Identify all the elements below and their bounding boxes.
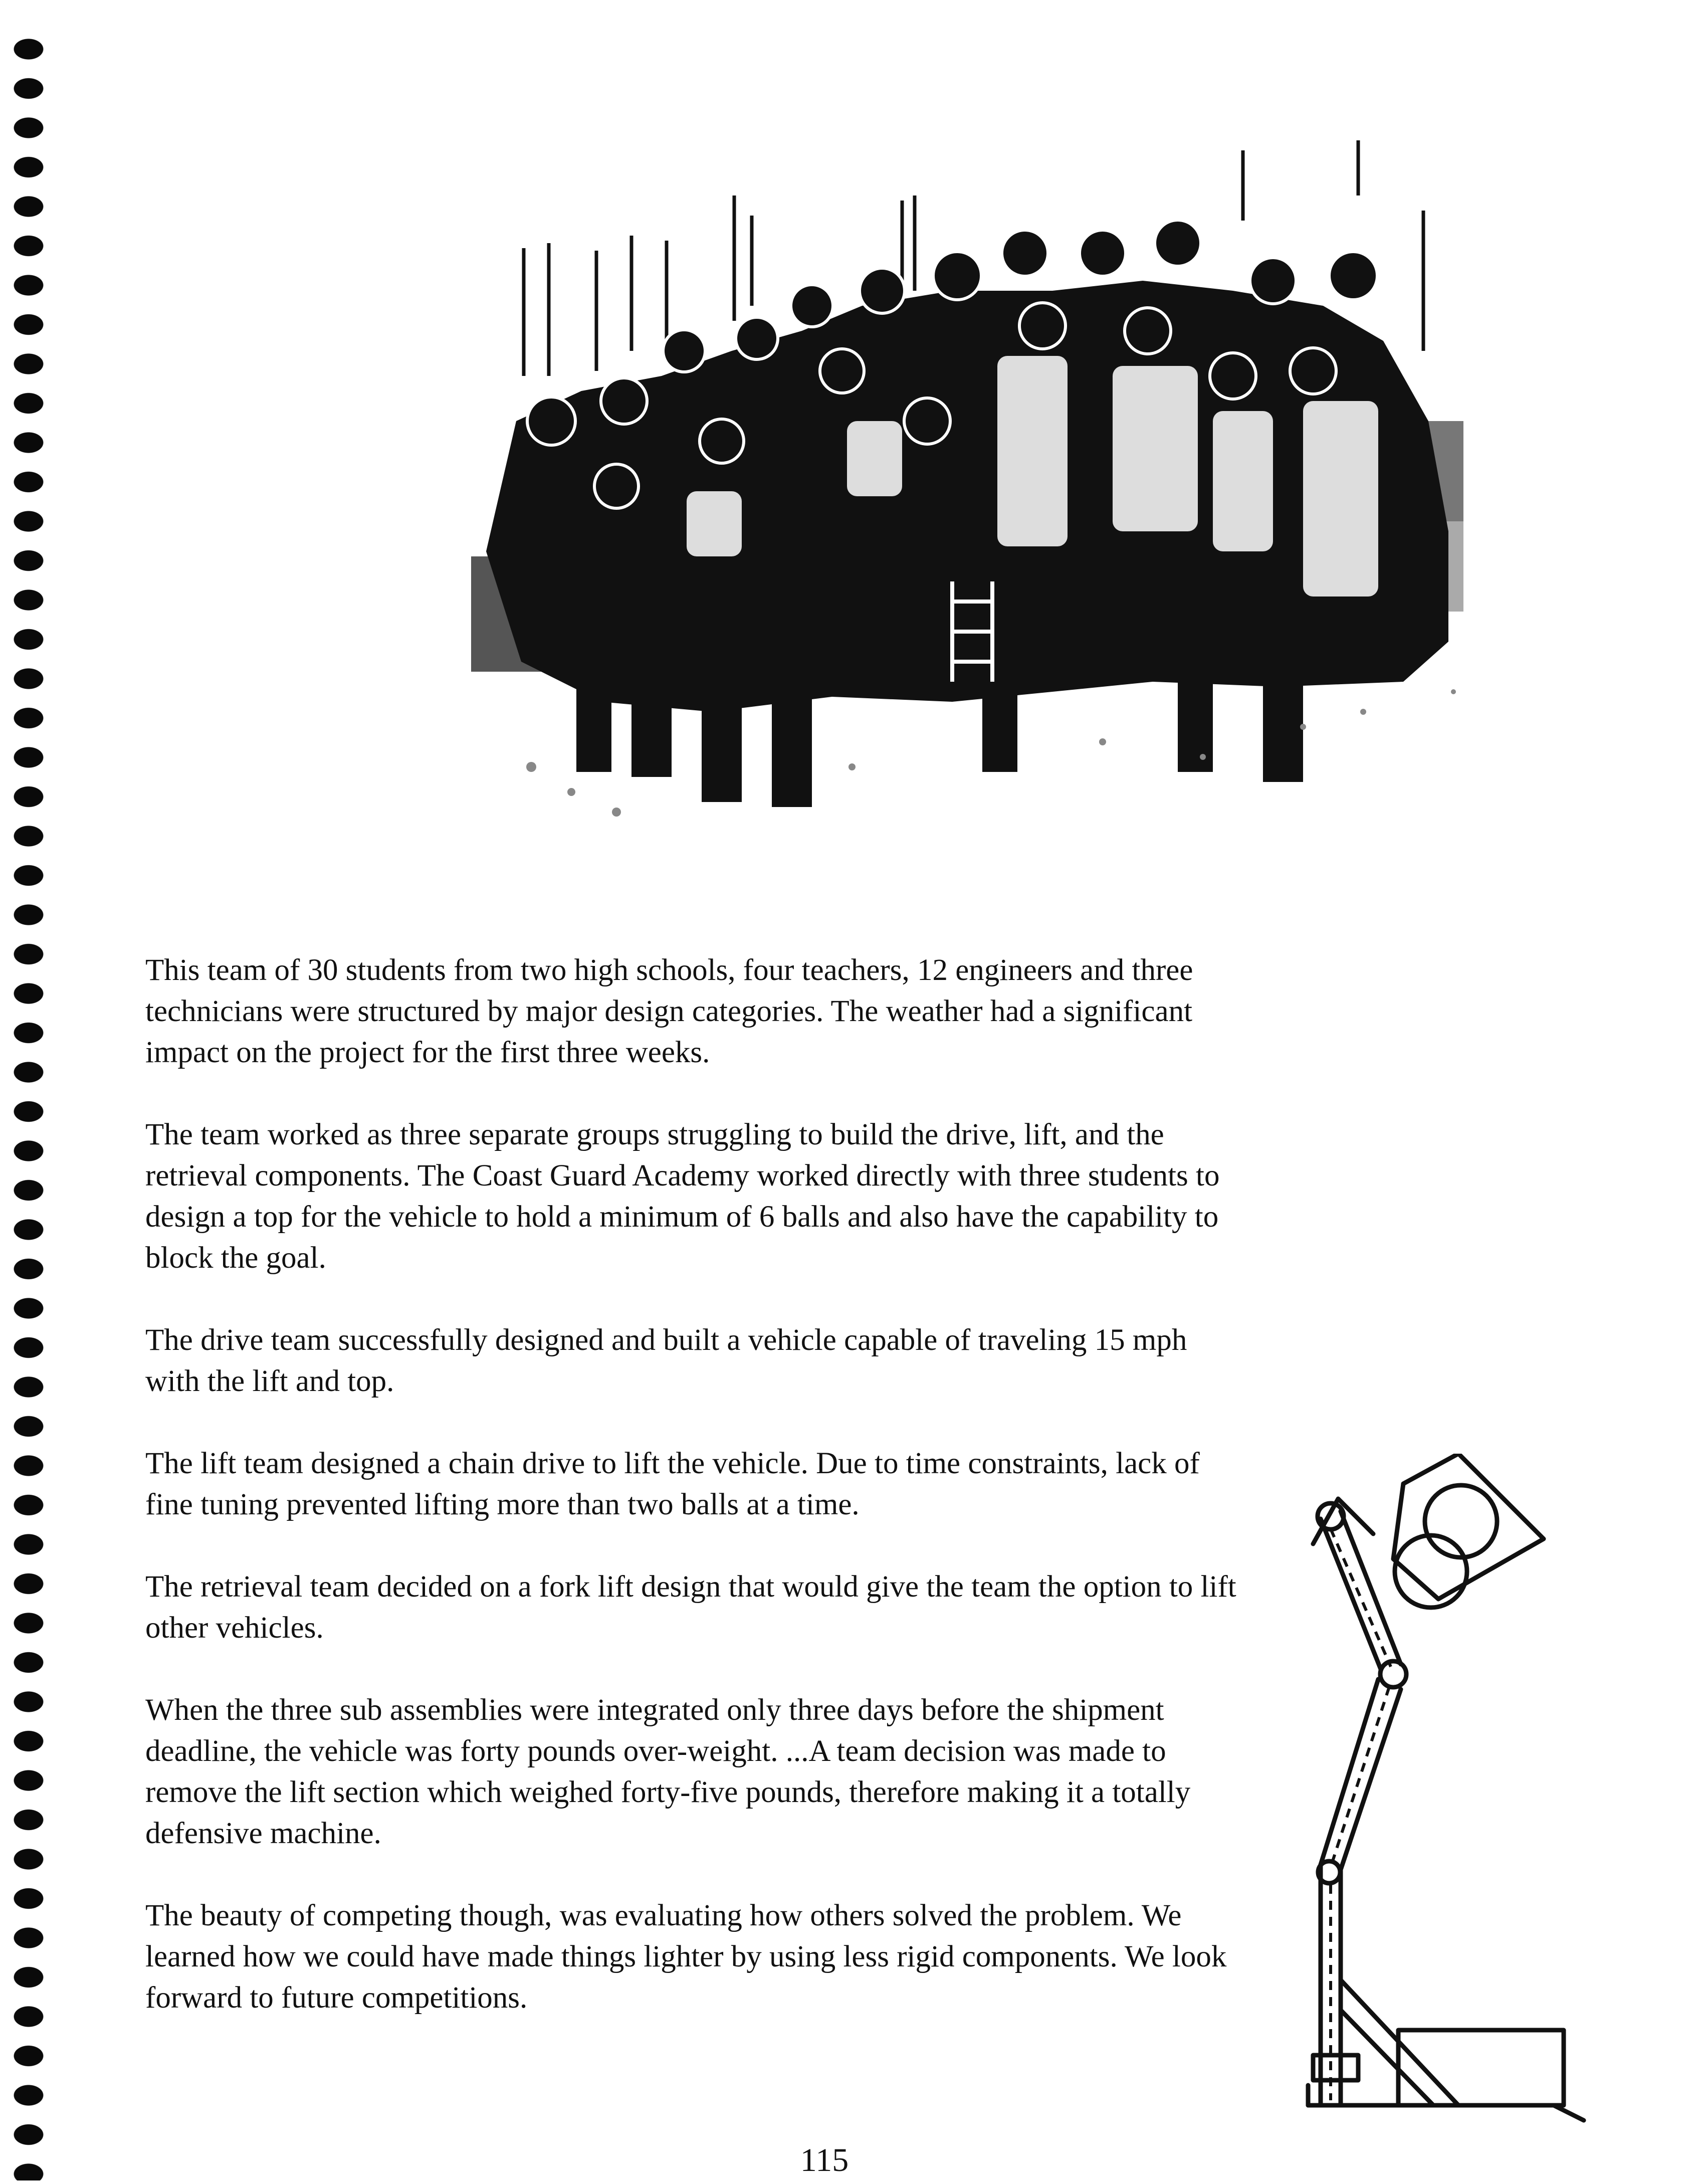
body-text xyxy=(145,950,1243,2060)
robot-arm-drawing xyxy=(1293,1454,1609,2125)
paragraph-integration: When the three sub assemblies were integrated only three days before the shipment deadline, the vehicle was forty pounds over-weight. ...A team decision was made to remove the lift section which weighed forty-five pounds, therefore making it a totally defensive machine. xyxy=(145,1693,1191,1850)
spiral-binding xyxy=(11,30,46,2180)
paragraph-conclusion: The beauty of competing though, was evaluating how others solved the problem. We learned how we could have made things lighter by using less rigid components. We look forward to future competitions. xyxy=(145,1899,1227,2015)
paragraph-lift-team: The lift team designed a chain drive to lift the vehicle. Due to time constraints, lack of fine tuning prevented lifting more than two balls at a time. xyxy=(145,1447,1200,1521)
page-number: 115 xyxy=(800,2142,849,2178)
team-photo xyxy=(451,140,1478,842)
paragraph-retrieval-team: The retrieval team decided on a fork lift design that would give the team the option to lift other vehicles. xyxy=(145,1570,1236,1645)
paragraph-drive-team: The drive team successfully designed and built a vehicle capable of traveling 15 mph with the lift and top. xyxy=(145,1323,1187,1398)
paragraph-three-groups: The team worked as three separate groups struggling to build the drive, lift, and the retrieval components. The Coast Guard Academy worked directly with three students to design a top for the vehicle to hold a minimum of 6 balls and also have the capability to block the goal. xyxy=(145,1118,1220,1275)
paragraph-team-structure: This team of 30 students from two high schools, four teachers, 12 engineers and three technicians were structured by major design categories. The weather had a significant impact on the project for the first three weeks. xyxy=(145,953,1193,1069)
